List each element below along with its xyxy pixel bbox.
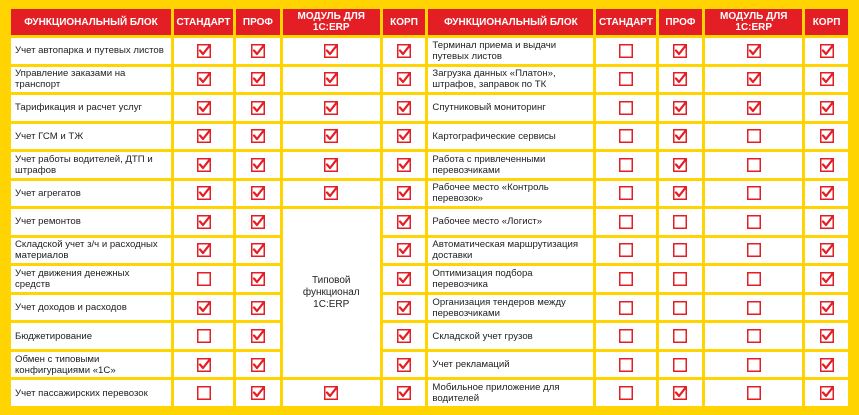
checked-box-icon [820,301,834,315]
empty-box-icon [197,272,211,286]
left-korp-cell [383,67,426,93]
left-erp-cell [283,95,380,121]
right-prof-cell [659,209,703,235]
checked-box-icon [197,186,211,200]
right-erp-cell [705,209,802,235]
checked-box-icon [197,243,211,257]
right-prof-cell [659,67,703,93]
checked-box-icon [324,186,338,200]
checked-box-icon [251,129,265,143]
header-left-prof: ПРОФ [236,9,280,35]
left-prof-cell [236,266,280,292]
checked-box-icon [251,272,265,286]
right-prof-cell [659,181,703,207]
empty-box-icon [673,243,687,257]
left-feature-name: Бюджетирование [11,323,171,349]
table-row [11,38,848,64]
checked-box-icon [324,129,338,143]
left-erp-cell [283,67,380,93]
right-korp-cell [805,95,848,121]
empty-box-icon [619,129,633,143]
checked-box-icon [251,329,265,343]
right-standard-cell [596,67,655,93]
right-korp-cell [805,238,848,264]
checked-box-icon [673,386,687,400]
left-korp-cell [383,295,426,321]
right-standard-cell [596,266,655,292]
right-korp-cell [805,124,848,150]
checked-box-icon [820,186,834,200]
table-row [11,209,848,235]
checked-box-icon [397,329,411,343]
right-feature-name: Мобильное приложение для водителей [428,380,593,406]
checked-box-icon [747,44,761,58]
left-erp-cell [283,181,380,207]
left-prof-cell [236,67,280,93]
left-feature-name: Учет движения денежных средств [11,266,171,292]
empty-box-icon [747,386,761,400]
right-feature-name: Картографические сервисы [428,124,593,150]
checked-box-icon [197,72,211,86]
left-feature-name: Тарификация и расчет услуг [11,95,171,121]
table-row [11,95,848,121]
left-standard-cell [174,38,233,64]
empty-box-icon [747,272,761,286]
left-erp-cell [283,38,380,64]
left-prof-cell [236,152,280,178]
right-feature-name: Рабочее место «Контроль перевозок» [428,181,593,207]
table-row [11,323,848,349]
checked-box-icon [397,272,411,286]
right-korp-cell [805,181,848,207]
checked-box-icon [397,44,411,58]
checked-box-icon [397,101,411,115]
right-prof-cell [659,95,703,121]
left-feature-name: Учет пассажирских перевозок [11,380,171,406]
left-korp-cell [383,323,426,349]
right-korp-cell [805,323,848,349]
empty-box-icon [747,329,761,343]
checked-box-icon [820,215,834,229]
table-row [11,295,848,321]
empty-box-icon [747,358,761,372]
right-erp-cell [705,38,802,64]
left-prof-cell [236,95,280,121]
right-standard-cell [596,295,655,321]
right-standard-cell [596,238,655,264]
right-erp-cell [705,67,802,93]
empty-box-icon [673,329,687,343]
checked-box-icon [397,72,411,86]
checked-box-icon [820,101,834,115]
checked-box-icon [820,158,834,172]
left-standard-cell [174,352,233,378]
empty-box-icon [673,272,687,286]
erp-merged-cell: Типовой функционал 1С:ERP [283,209,380,377]
empty-box-icon [747,301,761,315]
left-korp-cell [383,352,426,378]
checked-box-icon [673,158,687,172]
checked-box-icon [747,101,761,115]
checked-box-icon [324,386,338,400]
right-standard-cell [596,95,655,121]
left-feature-name: Обмен с типовыми конфигурациями «1С» [11,352,171,378]
left-feature-name: Складской учет з/ч и расходных материалов [11,238,171,264]
checked-box-icon [251,243,265,257]
checked-box-icon [673,129,687,143]
header-right-standard: СТАНДАРТ [596,9,655,35]
empty-box-icon [673,215,687,229]
checked-box-icon [251,301,265,315]
empty-box-icon [619,186,633,200]
right-standard-cell [596,352,655,378]
checked-box-icon [397,215,411,229]
checked-box-icon [820,44,834,58]
right-feature-name: Рабочее место «Логист» [428,209,593,235]
empty-box-icon [619,72,633,86]
checked-box-icon [820,72,834,86]
empty-box-icon [619,243,633,257]
checked-box-icon [197,44,211,58]
right-feature-name: Загрузка данных «Платон», штрафов, заправок по ТК [428,67,593,93]
right-standard-cell [596,38,655,64]
checked-box-icon [820,329,834,343]
checked-box-icon [397,243,411,257]
left-standard-cell [174,181,233,207]
checked-box-icon [397,186,411,200]
left-prof-cell [236,238,280,264]
checked-box-icon [197,101,211,115]
empty-box-icon [619,386,633,400]
empty-box-icon [619,301,633,315]
comparison-table-frame [8,6,851,409]
checked-box-icon [673,72,687,86]
left-standard-cell [174,152,233,178]
left-korp-cell [383,266,426,292]
left-korp-cell [383,124,426,150]
right-prof-cell [659,238,703,264]
right-erp-cell [705,323,802,349]
right-erp-cell [705,181,802,207]
empty-box-icon [747,158,761,172]
table-row [11,352,848,378]
left-korp-cell [383,238,426,264]
left-prof-cell [236,124,280,150]
left-prof-cell [236,209,280,235]
checked-box-icon [197,358,211,372]
checked-box-icon [397,301,411,315]
header-right-erp-module: МОДУЛЬ ДЛЯ 1С:ERP [705,9,802,35]
right-erp-cell [705,238,802,264]
right-feature-name: Складской учет грузов [428,323,593,349]
right-standard-cell [596,209,655,235]
right-korp-cell [805,295,848,321]
checked-box-icon [251,186,265,200]
right-erp-cell [705,266,802,292]
feature-comparison-table [8,6,851,409]
table-row [11,238,848,264]
table-row [11,152,848,178]
empty-box-icon [619,101,633,115]
checked-box-icon [251,386,265,400]
checked-box-icon [747,72,761,86]
right-standard-cell [596,124,655,150]
right-erp-cell [705,124,802,150]
right-feature-name: Оптимизация подбора перевозчика [428,266,593,292]
right-feature-name: Учет рекламаций [428,352,593,378]
right-erp-cell [705,152,802,178]
left-standard-cell [174,67,233,93]
right-erp-cell [705,95,802,121]
left-standard-cell [174,380,233,406]
checked-box-icon [397,158,411,172]
checked-box-icon [673,186,687,200]
table-body [11,38,848,406]
left-feature-name: Учет доходов и расходов [11,295,171,321]
right-korp-cell [805,209,848,235]
left-feature-name: Учет ГСМ и ТЖ [11,124,171,150]
right-erp-cell [705,380,802,406]
left-prof-cell [236,295,280,321]
empty-box-icon [747,129,761,143]
right-erp-cell [705,352,802,378]
left-korp-cell [383,181,426,207]
left-prof-cell [236,38,280,64]
empty-box-icon [619,358,633,372]
checked-box-icon [324,101,338,115]
left-prof-cell [236,181,280,207]
left-korp-cell [383,38,426,64]
left-standard-cell [174,95,233,121]
right-prof-cell [659,352,703,378]
header-right-feature: ФУНКЦИОНАЛЬНЫЙ БЛОК [428,9,593,35]
left-prof-cell [236,323,280,349]
checked-box-icon [820,272,834,286]
checked-box-icon [324,72,338,86]
checked-box-icon [397,358,411,372]
header-left-korp: КОРП [383,9,426,35]
left-feature-name: Учет автопарка и путевых листов [11,38,171,64]
checked-box-icon [820,129,834,143]
right-standard-cell [596,323,655,349]
left-korp-cell [383,95,426,121]
empty-box-icon [619,44,633,58]
header-left-erp-module: МОДУЛЬ ДЛЯ 1С:ERP [283,9,380,35]
table-row [11,124,848,150]
left-prof-cell [236,352,280,378]
checked-box-icon [324,158,338,172]
right-feature-name: Работа с привлеченными перевозчиками [428,152,593,178]
table-row [11,67,848,93]
left-feature-name: Управление заказами на транспорт [11,67,171,93]
checked-box-icon [197,215,211,229]
left-feature-name: Учет работы водителей, ДТП и штрафов [11,152,171,178]
right-feature-name: Автоматическая маршрутизация доставки [428,238,593,264]
empty-box-icon [619,215,633,229]
empty-box-icon [197,386,211,400]
checked-box-icon [197,129,211,143]
header-right-korp: КОРП [805,9,848,35]
left-standard-cell [174,266,233,292]
right-erp-cell [705,295,802,321]
left-standard-cell [174,295,233,321]
checked-box-icon [673,101,687,115]
header-right-prof: ПРОФ [659,9,703,35]
empty-box-icon [747,186,761,200]
checked-box-icon [397,386,411,400]
left-erp-cell [283,124,380,150]
right-korp-cell [805,380,848,406]
right-korp-cell [805,152,848,178]
empty-box-icon [747,243,761,257]
header-left-feature: ФУНКЦИОНАЛЬНЫЙ БЛОК [11,9,171,35]
checked-box-icon [820,243,834,257]
checked-box-icon [673,44,687,58]
checked-box-icon [251,44,265,58]
right-korp-cell [805,67,848,93]
empty-box-icon [673,358,687,372]
checked-box-icon [397,129,411,143]
left-erp-cell [283,152,380,178]
right-korp-cell [805,266,848,292]
checked-box-icon [197,301,211,315]
empty-box-icon [619,158,633,172]
checked-box-icon [251,215,265,229]
checked-box-icon [251,158,265,172]
left-standard-cell [174,238,233,264]
left-feature-name: Учет ремонтов [11,209,171,235]
right-korp-cell [805,352,848,378]
right-feature-name: Организация тендеров между перевозчиками [428,295,593,321]
right-prof-cell [659,323,703,349]
header-left-standard: СТАНДАРТ [174,9,233,35]
right-prof-cell [659,295,703,321]
right-prof-cell [659,124,703,150]
empty-box-icon [619,329,633,343]
table-row [11,380,848,406]
left-standard-cell [174,323,233,349]
right-prof-cell [659,266,703,292]
checked-box-icon [251,101,265,115]
left-korp-cell [383,380,426,406]
left-erp-cell [283,380,380,406]
checked-box-icon [324,44,338,58]
table-row [11,181,848,207]
right-prof-cell [659,152,703,178]
empty-box-icon [197,329,211,343]
left-prof-cell [236,380,280,406]
checked-box-icon [251,358,265,372]
right-prof-cell [659,380,703,406]
empty-box-icon [747,215,761,229]
right-standard-cell [596,380,655,406]
left-standard-cell [174,209,233,235]
left-korp-cell [383,209,426,235]
header-row [11,9,848,35]
left-feature-name: Учет агрегатов [11,181,171,207]
right-standard-cell [596,181,655,207]
left-standard-cell [174,124,233,150]
left-korp-cell [383,152,426,178]
right-feature-name: Терминал приема и выдачи путевых листов [428,38,593,64]
right-prof-cell [659,38,703,64]
checked-box-icon [820,358,834,372]
table-row [11,266,848,292]
checked-box-icon [820,386,834,400]
right-standard-cell [596,152,655,178]
checked-box-icon [251,72,265,86]
empty-box-icon [619,272,633,286]
checked-box-icon [197,158,211,172]
empty-box-icon [673,301,687,315]
right-feature-name: Спутниковый мониторинг [428,95,593,121]
right-korp-cell [805,38,848,64]
